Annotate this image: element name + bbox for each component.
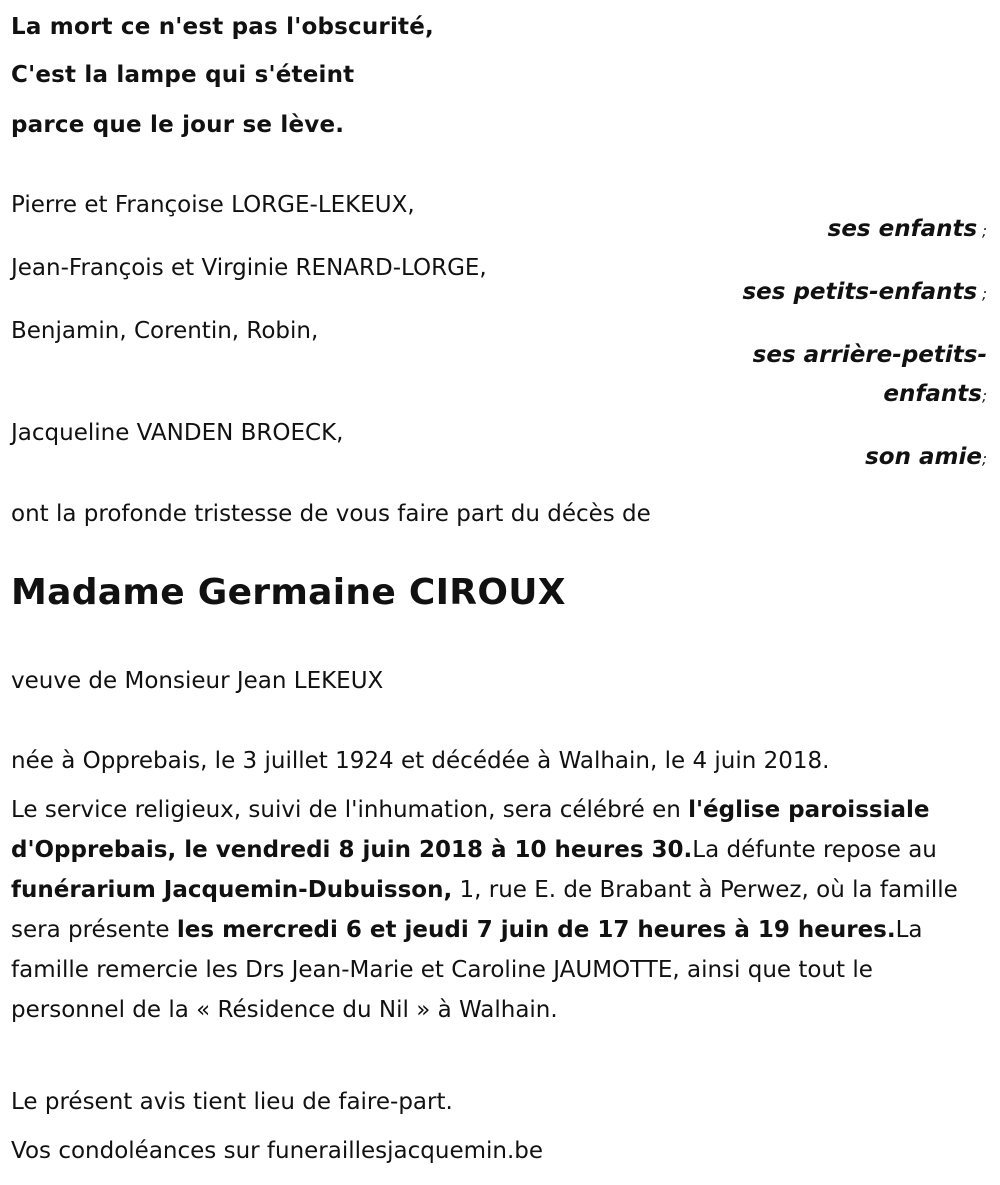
service-paragraph — [11, 790, 986, 1030]
family-friend-role — [865, 442, 987, 474]
poem-line-3: parce que le jour se lève. — [11, 112, 345, 138]
announcement-text: ont la profonde tristesse de vous faire part du décès de — [11, 501, 651, 527]
family-great-grandchildren-names: Benjamin, Corentin, Robin, — [11, 318, 319, 344]
role-label: ses petits-enfants — [742, 279, 978, 305]
role-punct: ; — [981, 387, 987, 405]
family-grandchildren-role — [742, 277, 987, 309]
poem-line-1: La mort ce n'est pas l'obscurité, — [11, 14, 434, 40]
poem-line-2: C'est la lampe qui s'éteint — [11, 62, 355, 88]
widow-of-text: veuve de Monsieur Jean LEKEUX — [11, 668, 384, 694]
service-funeral-home-bold: funérarium Jacquemin-Dubuisson, — [11, 877, 453, 903]
family-great-grandchildren-role-1 — [753, 340, 987, 370]
family-friend-names: Jacqueline VANDEN BROECK, — [11, 420, 344, 446]
role-punct: ; — [981, 450, 987, 468]
family-children-role — [828, 214, 987, 246]
service-text-3: 1, rue E. de Brabant à Perwez, où la famille sera présente — [11, 877, 958, 943]
notice-text: Le présent avis tient lieu de faire-part. — [11, 1089, 453, 1115]
deceased-name: Madame Germaine CIROUX — [11, 572, 566, 613]
role-label: ses arrière-petits- — [752, 342, 987, 368]
family-children-names: Pierre et Françoise LORGE-LEKEUX, — [11, 192, 415, 218]
role-punct: ; — [977, 285, 987, 303]
service-text-4: La famille remercie les Drs Jean-Marie et Caroline JAUMOTTE, ainsi que tout le personnel de la « Résidence du Nil » à Walhain. — [11, 917, 923, 1023]
role-punct: ; — [977, 222, 987, 240]
family-grandchildren-names: Jean-François et Virginie RENARD-LORGE, — [11, 255, 487, 281]
condolences-text: Vos condoléances sur funeraillesjacquemin.be — [11, 1138, 544, 1164]
role-label: enfants — [883, 381, 982, 407]
role-label: son amie — [865, 444, 982, 470]
service-visiting-hours-bold: les mercredi 6 et jeudi 7 juin de 17 heures à 19 heures. — [176, 917, 896, 943]
service-text-2: La défunte repose au — [692, 837, 937, 863]
birth-death-text: née à Opprebais, le 3 juillet 1924 et décédée à Walhain, le 4 juin 2018. — [11, 748, 830, 774]
service-church-bold: l'église paroissiale d'Opprebais, le vendredi 8 juin 2018 à 10 heures 30. — [11, 797, 930, 863]
role-label: ses enfants — [827, 216, 978, 242]
service-text-1: Le service religieux, suivi de l'inhumation, sera célébré en — [11, 797, 689, 823]
family-great-grandchildren-role-2 — [883, 379, 987, 411]
